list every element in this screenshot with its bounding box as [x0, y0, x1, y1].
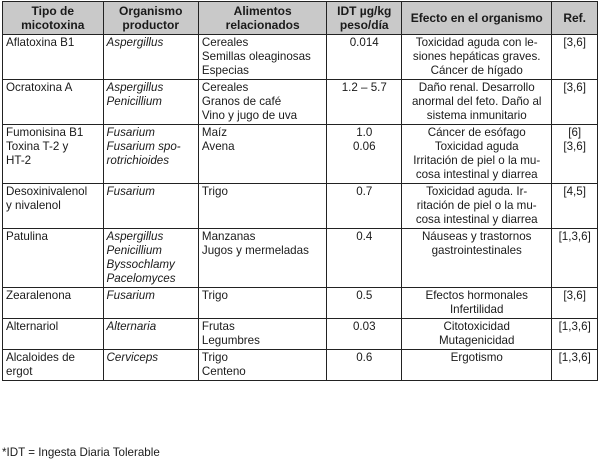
- cell-effect-line: gastrointestinales: [431, 244, 522, 257]
- header-effect: Efecto en el organismo: [402, 2, 552, 35]
- cell-type: [3, 229, 104, 288]
- cell-organism-line: Aspergillus: [106, 81, 164, 94]
- cell-foods: [198, 229, 327, 288]
- cell-idt-line: 0.7: [356, 185, 373, 198]
- cell-effect-line: Toxicidad aguda: [434, 140, 519, 153]
- cell-type-line: Alcaloides de: [6, 351, 75, 364]
- cell-organism-line: Aspergillus: [106, 36, 164, 49]
- cell-type: [3, 319, 104, 350]
- cell-type-line: ergot: [6, 365, 33, 378]
- cell-type: [3, 184, 104, 229]
- cell-foods-line: Granos de café: [201, 95, 282, 108]
- cell-effect-line: cosa intestinal y diarrea: [415, 213, 538, 226]
- cell-type-line: Fumonisina B1: [6, 126, 84, 139]
- cell-effect: [402, 80, 552, 125]
- cell-idt-line: 0.4: [356, 230, 373, 243]
- cell-ref-line: [3,6]: [563, 81, 586, 94]
- cell-organism-line: Fusarium: [106, 185, 155, 198]
- cell-foods-line: Especias: [201, 64, 249, 77]
- cell-foods-line: Cereales: [201, 36, 249, 49]
- cell-idt: [327, 184, 402, 229]
- cell-organism-line: Aspergillus: [106, 230, 164, 243]
- cell-ref: [552, 184, 598, 229]
- cell-type: [3, 80, 104, 125]
- cell-type-line: Alternariol: [6, 320, 59, 333]
- cell-foods-line: Trigo: [201, 185, 228, 198]
- cell-foods: [198, 319, 327, 350]
- cell-effect-line: siones hepáticas graves.: [412, 50, 541, 63]
- cell-organism-line: Fusarium spo-: [106, 140, 181, 153]
- cell-organism: [103, 125, 198, 184]
- table-body: [3, 35, 598, 381]
- table-row: [3, 350, 598, 381]
- cell-effect: [402, 350, 552, 381]
- table-row: [3, 229, 598, 288]
- table-row: [3, 319, 598, 350]
- cell-ref-line: [1,3,6]: [558, 320, 591, 333]
- cell-idt-line: 0.03: [352, 320, 376, 333]
- cell-effect-line: ritación de piel o la mu-: [416, 199, 537, 212]
- header-ref: Ref.: [552, 2, 598, 35]
- cell-ref-line: [4,5]: [563, 185, 586, 198]
- cell-effect: [402, 288, 552, 319]
- cell-organism-line: Fusarium: [106, 126, 155, 139]
- cell-effect-line: Cáncer de hígado: [430, 64, 523, 77]
- cell-idt-line: 0.5: [356, 289, 373, 302]
- cell-foods-line: Jugos y mermeladas: [201, 244, 309, 257]
- cell-foods-line: Manzanas: [201, 230, 256, 243]
- cell-type-line: Desoxinivalenol: [6, 185, 88, 198]
- cell-effect-line: Toxicidad aguda con le-: [415, 36, 538, 49]
- cell-foods: [198, 80, 327, 125]
- cell-ref: [552, 350, 598, 381]
- header-foods: Alimentos relacionados: [198, 2, 327, 35]
- cell-foods: [198, 350, 327, 381]
- cell-foods-line: Vino y jugo de uva: [201, 109, 298, 122]
- cell-type-line: Zearalenona: [6, 289, 72, 302]
- cell-organism-line: Fusarium: [106, 289, 155, 302]
- cell-type-line: HT-2: [6, 154, 32, 167]
- cell-organism: [103, 319, 198, 350]
- cell-organism: [103, 184, 198, 229]
- cell-ref: [552, 229, 598, 288]
- cell-organism-line: Penicillium: [106, 95, 162, 108]
- cell-foods-line: Cereales: [201, 81, 249, 94]
- table-header: [3, 2, 598, 35]
- table-row: [3, 80, 598, 125]
- cell-organism: [103, 288, 198, 319]
- header-idt: IDT µg/kg peso/día: [327, 2, 402, 35]
- cell-ref-line: [6]: [568, 126, 582, 139]
- cell-effect-line: sistema inmunitario: [426, 109, 527, 122]
- cell-foods: [198, 184, 327, 229]
- cell-ref-line: [3,6]: [563, 36, 586, 49]
- cell-ref: [552, 288, 598, 319]
- cell-effect-line: Cáncer de esófago: [427, 126, 526, 139]
- cell-ref-line: [1,3,6]: [558, 351, 591, 364]
- cell-effect-line: Citotoxicidad: [443, 320, 510, 333]
- cell-effect: [402, 125, 552, 184]
- cell-effect-line: Mutagenicidad: [439, 334, 515, 347]
- cell-foods-line: Frutas: [201, 320, 235, 333]
- cell-ref-line: [3,6]: [563, 289, 586, 302]
- cell-effect-line: Efectos hormonales: [425, 289, 528, 302]
- table-row: [3, 184, 598, 229]
- cell-effect-line: anormal del feto. Daño al: [411, 95, 542, 108]
- cell-type: [3, 288, 104, 319]
- cell-organism: [103, 80, 198, 125]
- cell-effect: [402, 229, 552, 288]
- cell-effect-line: Náuseas y trastornos: [421, 230, 532, 243]
- cell-effect-line: cosa intestinal y diarrea: [415, 168, 538, 181]
- cell-foods: [198, 35, 327, 80]
- header-row: [3, 2, 598, 35]
- cell-idt: [327, 35, 402, 80]
- cell-foods-line: Trigo: [201, 289, 228, 302]
- cell-type-line: Aflatoxina B1: [6, 36, 75, 49]
- cell-idt-line: 0.06: [352, 140, 376, 153]
- cell-type-line: Patulina: [6, 230, 48, 243]
- footnote: *IDT = Ingesta Diaria Tolerable: [2, 446, 160, 459]
- cell-effect-line: Infertilidad: [449, 303, 504, 316]
- table-row: [3, 288, 598, 319]
- header-organism: Organismo productor: [103, 2, 198, 35]
- cell-ref: [552, 35, 598, 80]
- cell-effect-line: Daño renal. Desarrollo: [418, 81, 535, 94]
- cell-organism-line: Cerviceps: [106, 351, 159, 364]
- cell-organism-line: Penicillium: [106, 244, 162, 257]
- cell-ref: [552, 319, 598, 350]
- cell-organism: [103, 35, 198, 80]
- cell-foods-line: Trigo: [201, 351, 228, 364]
- cell-effect: [402, 35, 552, 80]
- cell-idt: [327, 319, 402, 350]
- cell-ref-line: [3,6]: [563, 140, 586, 153]
- cell-idt: [327, 350, 402, 381]
- cell-type: [3, 35, 104, 80]
- cell-foods: [198, 125, 327, 184]
- cell-foods-line: Maíz: [201, 126, 228, 139]
- cell-ref: [552, 80, 598, 125]
- cell-effect-line: Toxicidad aguda. Ir-: [426, 185, 528, 198]
- cell-effect: [402, 319, 552, 350]
- cell-idt-line: 1.2 – 5.7: [341, 81, 387, 94]
- cell-effect-line: Ergotismo: [450, 351, 503, 364]
- cell-idt-line: 0.6: [356, 351, 373, 364]
- cell-effect-line: Irritación de piel o la mu-: [413, 154, 541, 167]
- cell-type-line: Toxina T-2 y: [6, 140, 69, 153]
- cell-foods-line: Avena: [201, 140, 235, 153]
- cell-idt: [327, 125, 402, 184]
- cell-organism-line: Byssochlamy: [106, 258, 175, 271]
- cell-idt: [327, 229, 402, 288]
- mycotoxin-table: [2, 1, 598, 381]
- cell-foods-line: Legumbres: [201, 334, 260, 347]
- cell-organism-line: Alternaria: [106, 320, 157, 333]
- cell-type: [3, 125, 104, 184]
- header-type: Tipo de micotoxina: [3, 2, 104, 35]
- table-row: [3, 35, 598, 80]
- cell-organism-line: Pacelomyces: [106, 272, 176, 285]
- cell-ref-line: [1,3,6]: [558, 230, 591, 243]
- cell-idt-line: 1.0: [356, 126, 373, 139]
- cell-effect: [402, 184, 552, 229]
- cell-organism: [103, 229, 198, 288]
- cell-idt: [327, 288, 402, 319]
- cell-idt: [327, 80, 402, 125]
- cell-type-line: y nivalenol: [6, 199, 61, 212]
- cell-organism-line: rotrichioides: [106, 154, 170, 167]
- cell-foods: [198, 288, 327, 319]
- cell-foods-line: Semillas oleaginosas: [201, 50, 311, 63]
- cell-type: [3, 350, 104, 381]
- cell-ref: [552, 125, 598, 184]
- cell-type-line: Ocratoxina A: [6, 81, 73, 94]
- cell-idt-line: 0.014: [349, 36, 379, 49]
- table-row: [3, 125, 598, 184]
- cell-organism: [103, 350, 198, 381]
- cell-foods-line: Centeno: [201, 365, 246, 378]
